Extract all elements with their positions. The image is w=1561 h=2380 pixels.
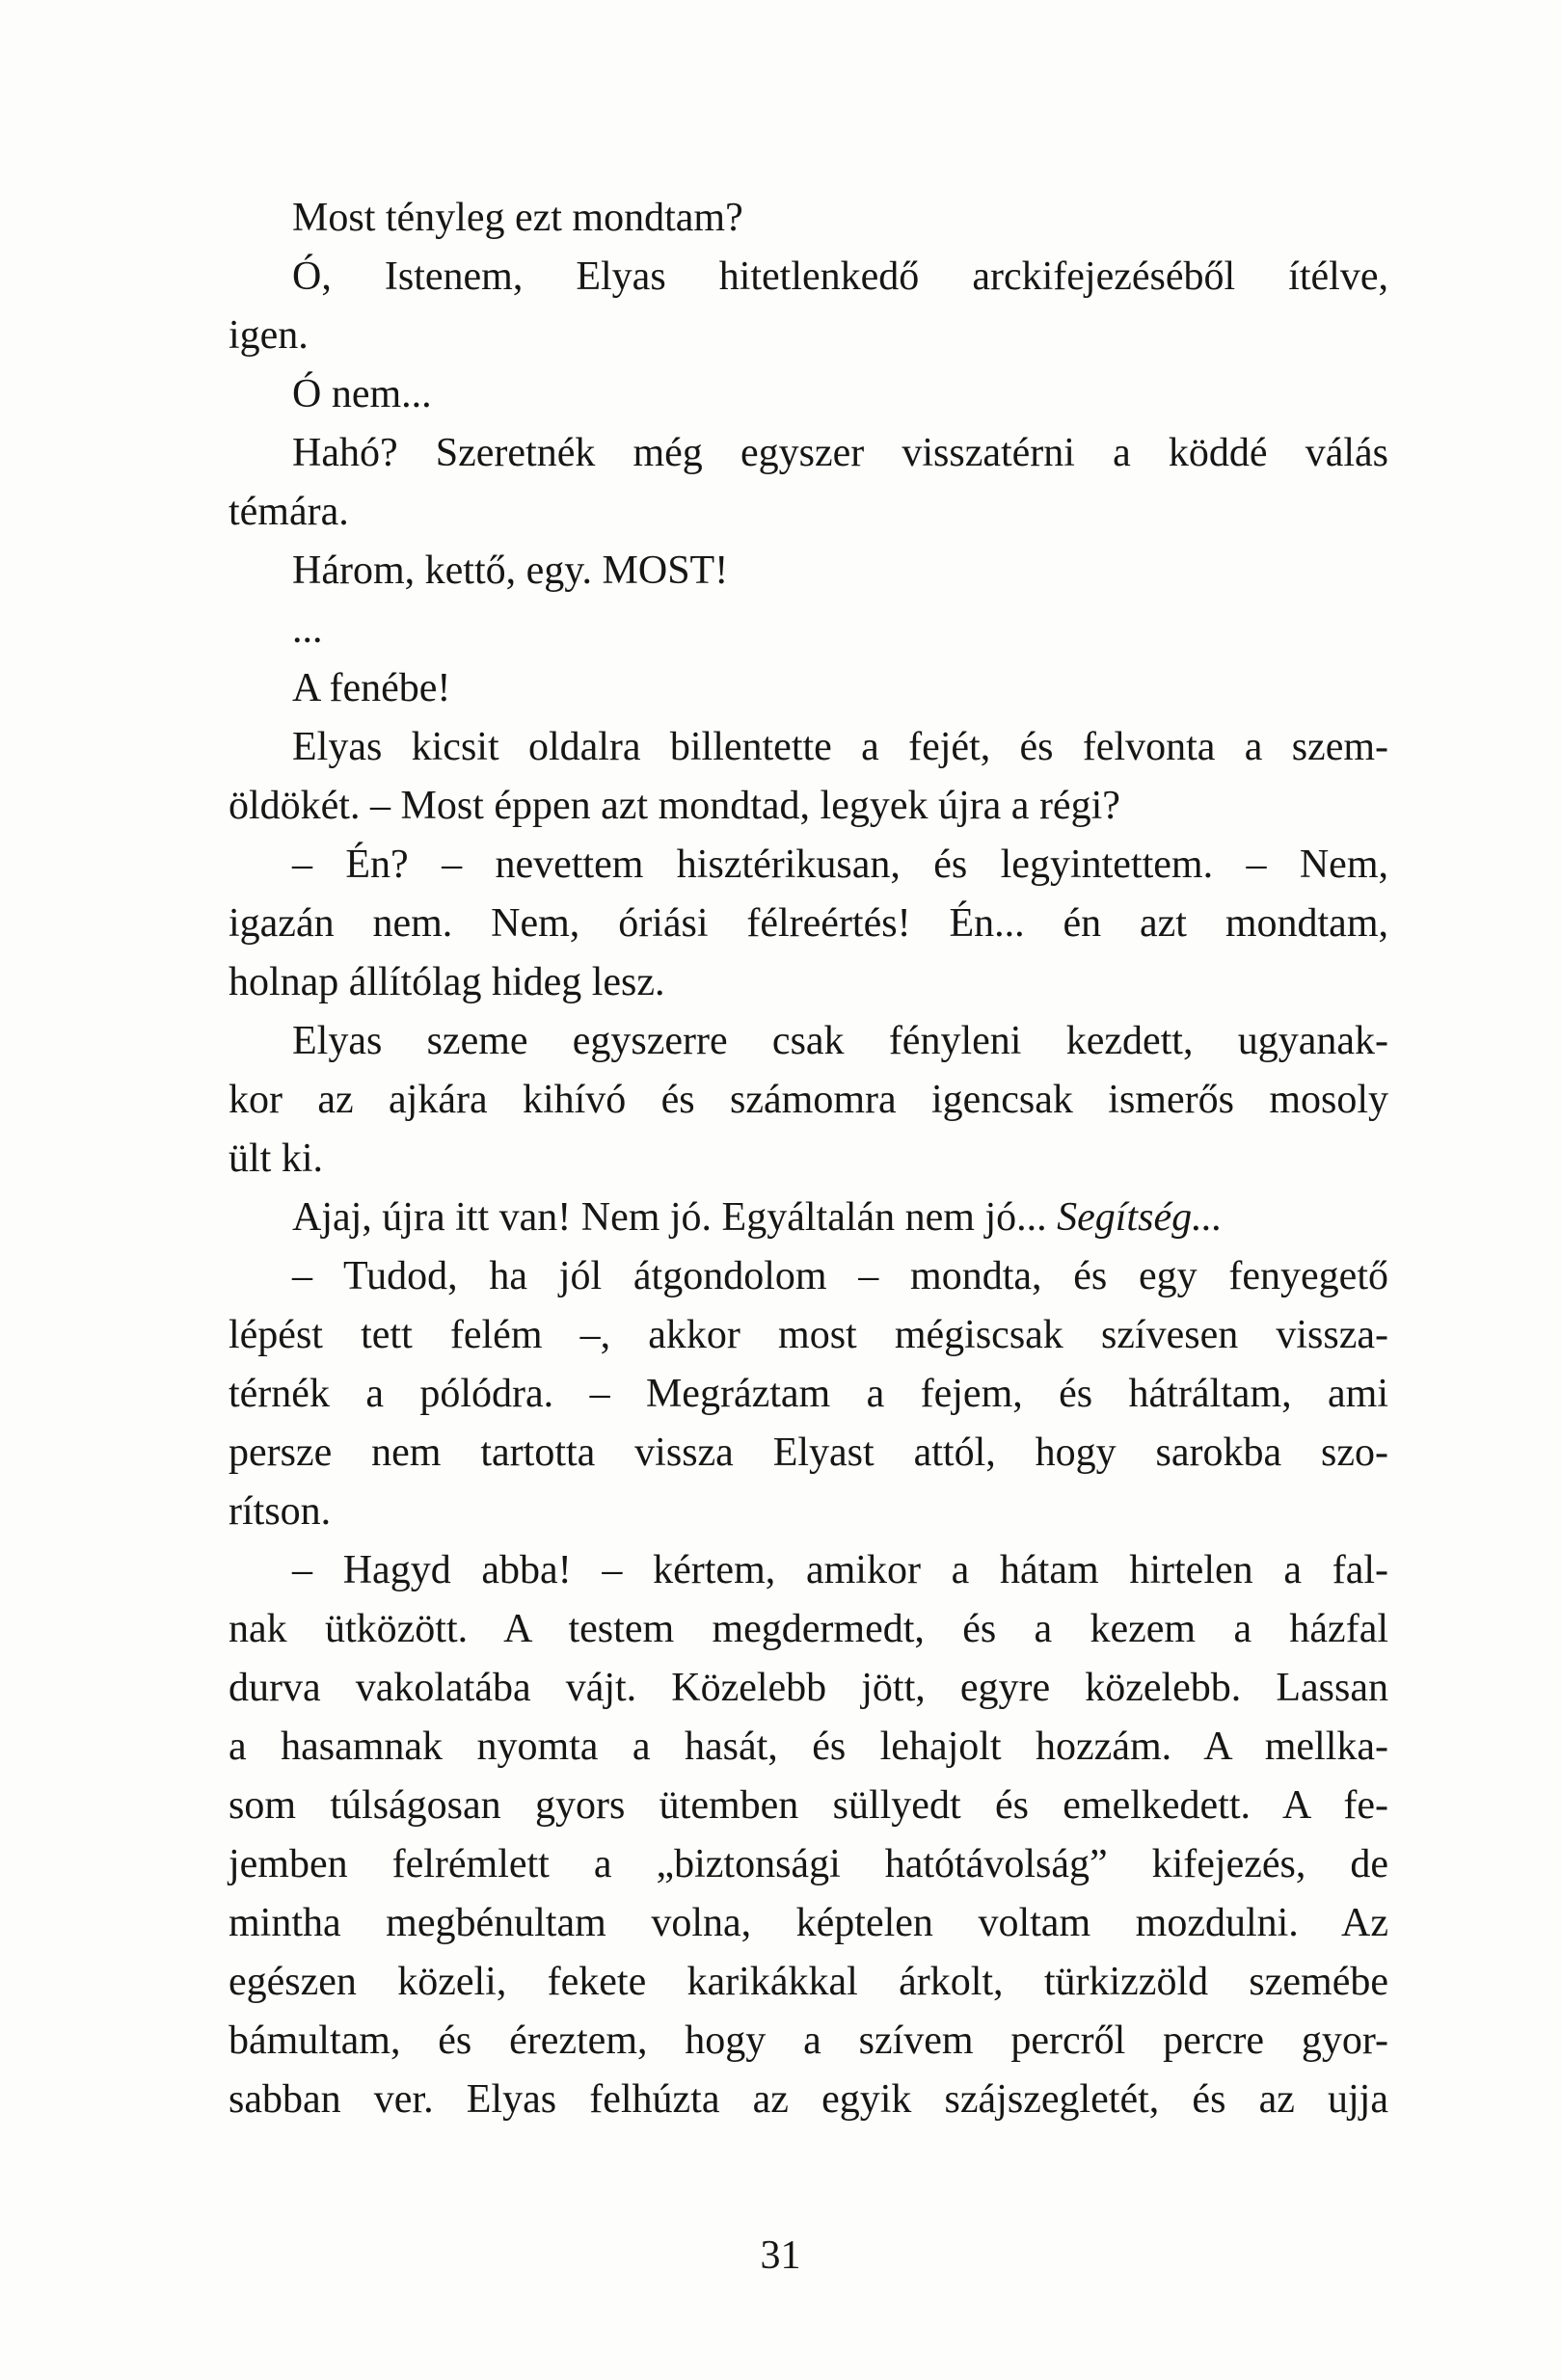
text-run: igen.	[229, 313, 309, 358]
text-run: ...	[292, 607, 323, 652]
text-line	[229, 953, 1388, 1012]
text-line	[229, 895, 1388, 953]
text-line	[229, 1365, 1388, 1424]
text-run: Három, kettő, egy. MOST!	[292, 548, 729, 593]
text-line	[229, 189, 1388, 248]
text-line	[229, 248, 1388, 307]
text-run: Most tényleg ezt mondtam?	[292, 196, 743, 240]
text-run: sabban ver. Elyas felhúzta az egyik szájszegletét, és az ujja	[229, 2077, 1388, 2122]
text-run: Hahó? Szeretnék még egyszer visszatérni a köddé válás	[292, 431, 1388, 475]
text-run: Ó nem...	[292, 372, 432, 416]
text-line	[229, 1130, 1388, 1189]
text-line	[229, 659, 1388, 718]
text-run: ült ki.	[229, 1137, 324, 1181]
text-line	[229, 1659, 1388, 1718]
text-run: – Hagyd abba! – kértem, amikor a hátam hirtelen a fal-	[292, 1548, 1388, 1592]
text-run: témára.	[229, 490, 349, 534]
text-line	[229, 307, 1388, 365]
text-run: kor az ajkára kihívó és számomra igencsak ismerős mosoly	[229, 1078, 1388, 1122]
text-run: Elyas kicsit oldalra billentette a fejét, és felvonta a szem-	[292, 725, 1388, 769]
text-run: Ajaj, újra itt van! Nem jó. Egyáltalán nem jó...	[292, 1195, 1058, 1240]
text-run: igazán nem. Nem, óriási félreértés! Én... én azt mondtam,	[229, 901, 1388, 946]
text-run: lépést tett felém –, akkor most mégiscsak szívesen vissza-	[229, 1313, 1388, 1357]
text-line	[229, 424, 1388, 483]
text-run: öldökét. – Most éppen azt mondtad, legyek újra a régi?	[229, 784, 1120, 828]
text-line	[229, 1894, 1388, 1953]
text-line	[229, 1718, 1388, 1777]
text-line	[229, 483, 1388, 542]
text-line	[229, 1835, 1388, 1894]
text-line	[229, 542, 1388, 601]
text-line	[229, 1953, 1388, 2012]
text-line	[229, 718, 1388, 777]
page-number: 31	[760, 2233, 801, 2278]
text-run: nak ütközött. A testem megdermedt, és a kezem a házfal	[229, 1607, 1388, 1651]
text-run: – Tudod, ha jól átgondolom – mondta, és egy fenyegető	[292, 1254, 1388, 1298]
text-run: – Én? – nevettem hisztérikusan, és legyintettem. – Nem,	[292, 842, 1388, 887]
text-line	[229, 1424, 1388, 1483]
text-line	[229, 1247, 1388, 1306]
text-line	[229, 2012, 1388, 2071]
text-run: rítson.	[229, 1489, 332, 1534]
text-line	[229, 601, 1388, 659]
text-run: bámultam, és éreztem, hogy a szívem percről percre gyor-	[229, 2019, 1388, 2063]
text-run: durva vakolatába vájt. Közelebb jött, egyre közelebb. Lassan	[229, 1666, 1388, 1710]
text-run: A fenébe!	[292, 666, 451, 710]
text-line	[229, 1483, 1388, 1541]
text-line	[229, 836, 1388, 895]
text-run: Ó, Istenem, Elyas hitetlenkedő arckifejezéséből ítélve,	[292, 254, 1388, 299]
text-block	[229, 189, 1388, 2129]
text-line	[229, 365, 1388, 424]
text-line	[229, 1541, 1388, 1600]
text-line	[229, 1777, 1388, 1835]
text-run-italic: Segítség...	[1057, 1195, 1223, 1240]
text-line	[229, 1071, 1388, 1130]
text-line	[229, 1306, 1388, 1365]
text-line	[229, 1189, 1388, 1247]
text-run: mintha megbénultam volna, képtelen voltam mozdulni. Az	[229, 1901, 1388, 1945]
text-line	[229, 1012, 1388, 1071]
text-run: a hasamnak nyomta a hasát, és lehajolt hozzám. A mellka-	[229, 1725, 1388, 1769]
text-run: holnap állítólag hideg lesz.	[229, 960, 665, 1004]
text-line	[229, 2071, 1388, 2129]
text-run: Elyas szeme egyszerre csak fényleni kezdett, ugyanak-	[292, 1019, 1388, 1063]
text-line	[229, 777, 1388, 836]
text-run: térnék a pólódra. – Megráztam a fejem, és hátráltam, ami	[229, 1372, 1388, 1416]
text-line	[229, 1600, 1388, 1659]
text-run: persze nem tartotta vissza Elyast attól, hogy sarokba szo-	[229, 1431, 1388, 1475]
text-run: egészen közeli, fekete karikákkal árkolt, türkizzöld szemébe	[229, 1960, 1388, 2004]
text-run: jemben felrémlett a „biztonsági hatótávolság” kifejezés, de	[229, 1842, 1388, 1886]
text-run: som túlságosan gyors ütemben süllyedt és emelkedett. A fe-	[229, 1783, 1388, 1828]
